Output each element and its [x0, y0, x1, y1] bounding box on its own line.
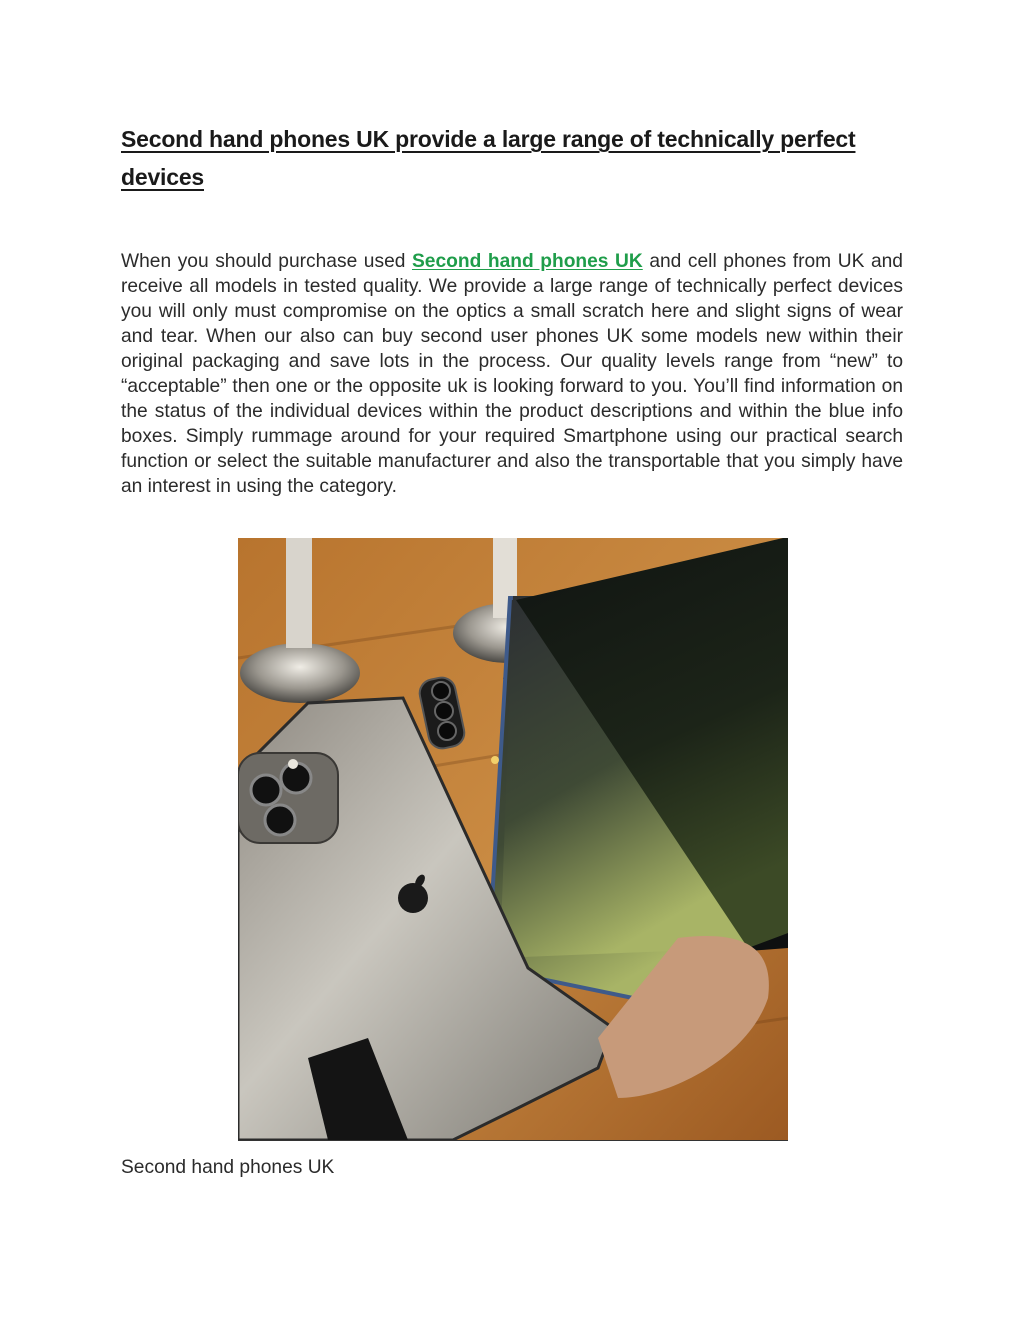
second-hand-phones-link[interactable]: Second hand phones UK — [411, 251, 643, 272]
page-title: Second hand phones UK provide a large range of technically perfect devices — [121, 126, 856, 190]
phones-photo-illustration — [238, 538, 788, 1140]
paragraph-body-text: and cell phones from UK and receive all models in tested quality. We provide a large range of technically perfect devices you will only must compromise on the optics a small scratch here and slight signs of wear and tear. When our also can buy second user phones UK some models new within their original packaging and save lots in the process. Our quality levels range from “new” to “acceptable” then one or the opposite uk is looking forward to you. You’ll find information on the status of the individual devices within the product descriptions and within the blue info boxes. Simply rummage around for your required Smartphone using our practical search function or select the suitable manufacturer and also the transportable that you simply have an interest in using the category. — [121, 251, 903, 497]
body-paragraph — [121, 249, 903, 499]
image-caption: Second hand phones UK — [121, 1157, 335, 1178]
phones-photo — [238, 538, 788, 1141]
paragraph-intro-text: When you should purchase used — [121, 251, 412, 272]
